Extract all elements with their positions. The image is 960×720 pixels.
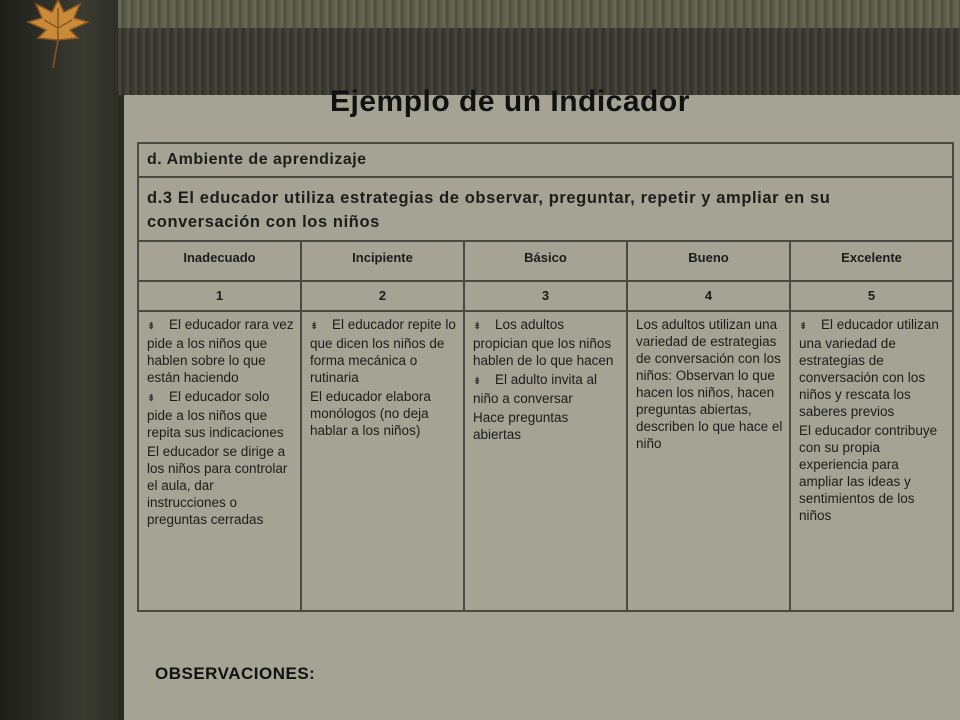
indicator-table xyxy=(137,142,954,612)
double-arrow-bullet-icon: ⇟ xyxy=(147,393,156,404)
description-text: El educador se dirige a los niños para controlar el aula, dar instrucciones o preguntas cerradas xyxy=(147,444,288,527)
description-item xyxy=(799,316,946,420)
section-heading: d. Ambiente de aprendizaje xyxy=(138,143,953,177)
level-header: Inadecuado xyxy=(138,241,301,281)
level-header: Incipiente xyxy=(301,241,464,281)
description-item xyxy=(473,409,620,443)
description-item xyxy=(473,371,620,407)
double-arrow-bullet-icon: ⇟ xyxy=(147,321,156,332)
level-header: Básico xyxy=(464,241,627,281)
description-cell xyxy=(627,311,790,611)
description-text: El adulto invita al niño a conversar xyxy=(473,372,598,406)
description-cell xyxy=(138,311,301,611)
description-cell xyxy=(301,311,464,611)
double-arrow-bullet-icon: ⇟ xyxy=(799,321,808,332)
indicator-heading: d.3 El educador utiliza estrategias de observar, preguntar, repetir y ampliar en su conversación con los niños xyxy=(138,177,953,241)
description-cell xyxy=(790,311,953,611)
score-cell: 2 xyxy=(301,281,464,311)
description-item xyxy=(147,388,294,441)
level-header: Excelente xyxy=(790,241,953,281)
description-text: El educador repite lo que dicen los niños de forma mecánica o rutinaria xyxy=(310,317,456,385)
description-cell xyxy=(464,311,627,611)
double-arrow-bullet-icon: ⇟ xyxy=(473,321,482,332)
score-cell: 4 xyxy=(627,281,790,311)
double-arrow-bullet-icon: ⇟ xyxy=(473,376,482,387)
description-text: Hace preguntas abiertas xyxy=(473,410,569,442)
autumn-leaf-image xyxy=(8,0,108,70)
description-text: El educador utilizan una variedad de estrategias de conversación con los niños y rescata los saberes previos xyxy=(799,317,939,419)
description-item xyxy=(147,443,294,528)
description-item xyxy=(310,316,457,386)
description-item xyxy=(310,388,457,439)
description-item xyxy=(799,422,946,524)
page-title: Ejemplo de un Indicador xyxy=(330,85,690,118)
description-text: El educador rara vez pide a los niños que hablen sobre lo que están haciendo xyxy=(147,317,294,385)
observations-label: OBSERVACIONES: xyxy=(155,664,316,683)
score-cell: 3 xyxy=(464,281,627,311)
description-text: Los adultos propician que los niños hablen de lo que hacen xyxy=(473,317,614,368)
description-text: El educador contribuye con su propia experiencia para ampliar las ideas y sentimientos de los niños xyxy=(799,423,938,523)
level-header: Bueno xyxy=(627,241,790,281)
description-text: El educador solo pide a los niños que repita sus indicaciones xyxy=(147,389,284,440)
description-text: Los adultos utilizan una variedad de estrategias de conversación con los niños: Observan lo que hacen los niños, hacen preguntas abiertas, describen lo que hace el niño xyxy=(636,317,783,451)
description-text: El educador elabora monólogos (no deja hablar a los niños) xyxy=(310,389,431,438)
left-dark-strip xyxy=(0,0,118,720)
score-cell: 1 xyxy=(138,281,301,311)
description-item xyxy=(636,316,783,452)
double-arrow-bullet-icon: ⇟ xyxy=(310,321,319,332)
score-cell: 5 xyxy=(790,281,953,311)
description-item xyxy=(147,316,294,386)
description-item xyxy=(473,316,620,369)
